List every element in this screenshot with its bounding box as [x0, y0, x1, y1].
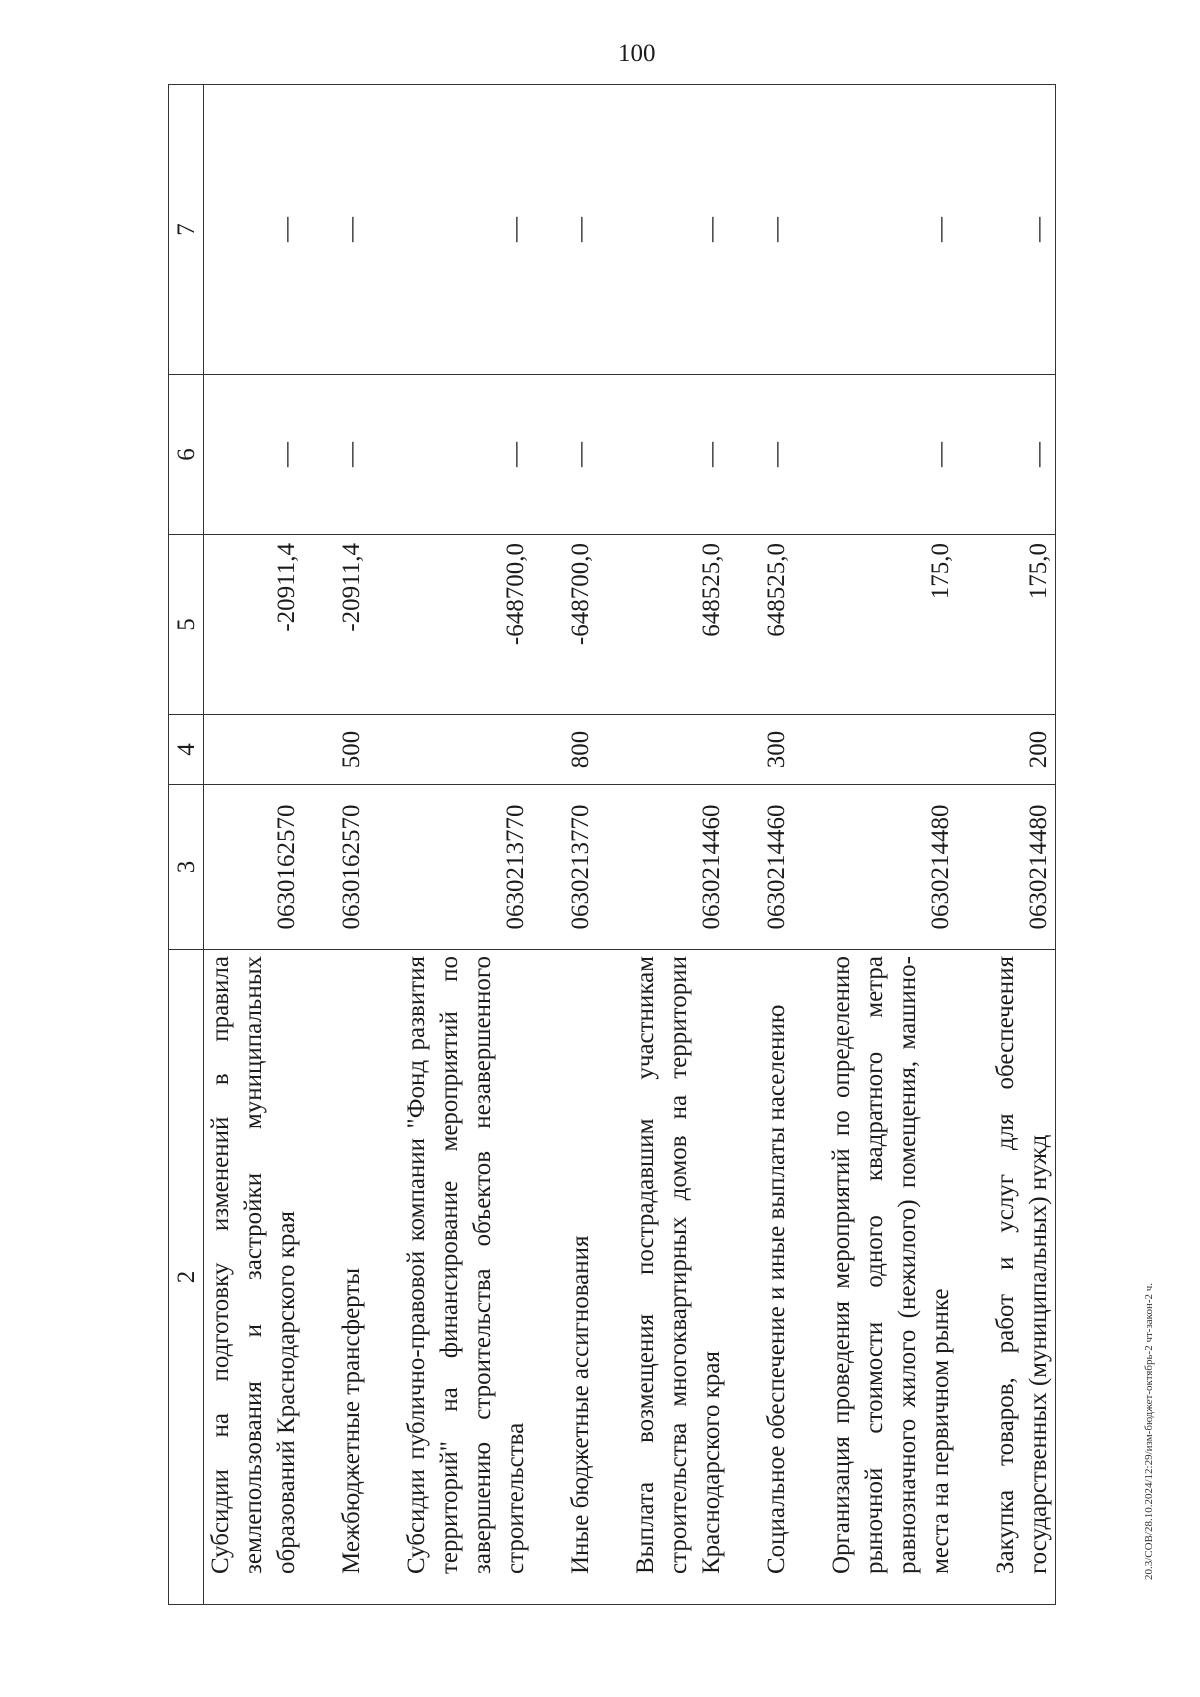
header-col-5: 5 — [169, 535, 204, 715]
header-col-2: 2 — [169, 950, 204, 1605]
row-col-6: — — [400, 375, 532, 535]
row-sum: -648700,0 — [400, 535, 532, 715]
row-type: 500 — [335, 715, 368, 785]
table-row — [204, 85, 304, 1605]
table-header-row — [169, 85, 204, 1605]
row-col-6: — — [629, 375, 728, 535]
table-row — [335, 85, 368, 1605]
row-col-6: — — [760, 375, 793, 535]
row-col-7: — — [204, 85, 304, 375]
row-col-6: — — [564, 375, 597, 535]
row-col-7: — — [760, 85, 793, 375]
row-type — [204, 715, 304, 785]
row-sum: 648525,0 — [760, 535, 793, 715]
table-row — [825, 85, 957, 1605]
row-name: Субсидии на подготовку изменений в правила землепользования и застройки муниципальных образований Краснодарского края — [204, 950, 304, 1605]
row-name: Организация проведения мероприятий по определению рыночной стоимости одного квадратного метра равнозначного жилого (нежилого) помещения, машино-места на первичном рынке — [825, 950, 957, 1605]
row-type — [629, 715, 728, 785]
page-number: 100 — [618, 40, 656, 67]
row-code: 0630213770 — [564, 785, 597, 950]
row-sum: 648525,0 — [629, 535, 728, 715]
row-name: Социальное обеспечение и иные выплаты населению — [760, 950, 793, 1605]
footer-document-code: 20.3/СОВ/28.10.2024/12:29/изм-бюджет-октябрь-2 чт-закон-2 ч. — [1143, 1282, 1155, 1580]
row-code: 0630214480 — [989, 785, 1056, 950]
row-type: 200 — [989, 715, 1056, 785]
row-code: 0630162570 — [204, 785, 304, 950]
row-col-6: — — [335, 375, 368, 535]
header-col-4: 4 — [169, 715, 204, 785]
row-code: 0630214480 — [825, 785, 957, 950]
row-name: Субсидии публично-правовой компании "Фонд развития территорий" на финансирование мероприятий по завершению строительства объектов незавершенного строительства — [400, 950, 532, 1605]
header-col-3: 3 — [169, 785, 204, 950]
row-type — [400, 715, 532, 785]
header-col-6: 6 — [169, 375, 204, 535]
row-sum: -20911,4 — [204, 535, 304, 715]
table-row — [564, 85, 597, 1605]
row-col-7: — — [825, 85, 957, 375]
row-col-6: — — [204, 375, 304, 535]
row-col-7: — — [400, 85, 532, 375]
row-name: Выплата возмещения пострадавшим участникам строительства многоквартирных домов на территории Краснодарского края — [629, 950, 728, 1605]
budget-table — [168, 84, 1056, 1605]
row-code: 0630214460 — [760, 785, 793, 950]
header-col-7: 7 — [169, 85, 204, 375]
row-name: Иные бюджетные ассигнования — [564, 950, 597, 1605]
row-sum: -648700,0 — [564, 535, 597, 715]
row-code: 0630214460 — [629, 785, 728, 950]
row-sum: -20911,4 — [335, 535, 368, 715]
table-row — [400, 85, 532, 1605]
row-col-6: — — [989, 375, 1056, 535]
budget-table-rotated — [168, 85, 1198, 1605]
table-row — [760, 85, 793, 1605]
row-col-6: — — [825, 375, 957, 535]
row-col-7: — — [629, 85, 728, 375]
row-col-7: — — [564, 85, 597, 375]
table-row — [989, 85, 1056, 1605]
row-sum: 175,0 — [825, 535, 957, 715]
row-type — [825, 715, 957, 785]
row-sum: 175,0 — [989, 535, 1056, 715]
row-type: 800 — [564, 715, 597, 785]
row-name: Межбюджетные трансферты — [335, 950, 368, 1605]
row-type: 300 — [760, 715, 793, 785]
row-code: 0630213770 — [400, 785, 532, 950]
table-row — [629, 85, 728, 1605]
row-col-7: — — [989, 85, 1056, 375]
row-col-7: — — [335, 85, 368, 375]
row-name: Закупка товаров, работ и услуг для обеспечения государственных (муниципальных) нужд — [989, 950, 1056, 1605]
row-code: 0630162570 — [335, 785, 368, 950]
